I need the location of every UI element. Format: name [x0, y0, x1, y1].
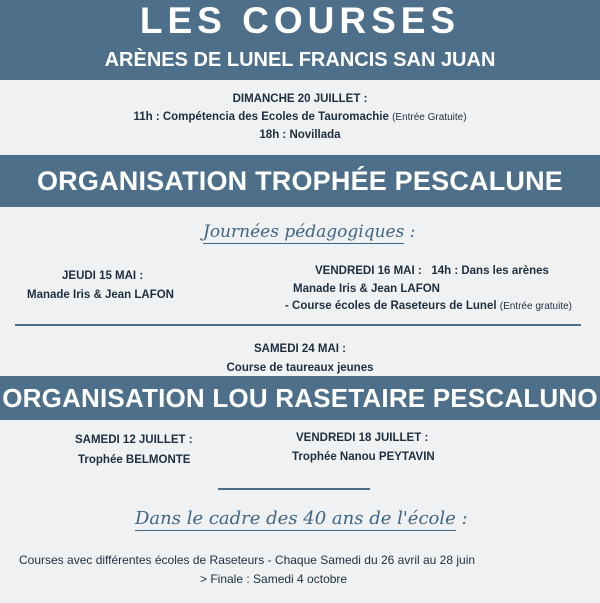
script-heading-anniversaire-text: Dans le cadre des 40 ans de l'école [135, 508, 456, 529]
vendredi-16-time: 14h : Dans les arènes [431, 265, 549, 277]
header-banner [0, 0, 600, 80]
vendredi-16-date: VENDREDI 16 MAI : [315, 265, 422, 277]
section-heading-rasetaire: ORGANISATION LOU RASETAIRE PESCALUNO [2, 383, 598, 413]
vendredi-16-note: (Entrée gratuite) [499, 301, 573, 312]
samedi-24-date: SAMEDI 24 MAI : [253, 343, 346, 355]
anniversaire-line1: Courses avec différentes écoles de Raseteurs - Chaque Samedi du 26 avril au 28 juin [19, 553, 476, 567]
arenes-date: DIMANCHE 20 JUILLET : [232, 93, 368, 105]
vendredi-18-line: Trophée Nanou PEYTAVIN [292, 451, 435, 463]
anniversaire-line2: > Finale : Samedi 4 octobre [200, 572, 348, 586]
vendredi-18-date: VENDREDI 18 JUILLET : [296, 432, 429, 444]
section-banner-pescalune [0, 155, 600, 207]
page-subtitle: ARÈNES DE LUNEL FRANCIS SAN JUAN [104, 49, 496, 71]
jeudi-date: JEUDI 15 MAI : [62, 270, 144, 282]
short-divider [218, 488, 370, 490]
script-heading-journees [203, 222, 415, 242]
script-heading-journees-text: Journées pédagogiques [203, 222, 405, 242]
section-banner-rasetaire [0, 376, 600, 420]
vendredi-16-header [315, 265, 549, 277]
divider [15, 324, 581, 326]
script-heading-anniversaire [135, 508, 468, 529]
arenes-line1-note: (Entrée Gratuite) [392, 112, 467, 123]
jeudi-line: Manade Iris & Jean LAFON [27, 289, 174, 301]
vendredi-16-line2 [285, 300, 572, 312]
samedi-12-date: SAMEDI 12 JUILLET : [75, 434, 193, 446]
samedi-24-line: Course de taureaux jeunes [226, 362, 374, 374]
arenes-line1 [0, 111, 600, 123]
samedi-12-line: Trophée BELMONTE [78, 454, 191, 466]
script-heading-anniversaire-colon: : [455, 508, 468, 529]
script-heading-journees-colon: : [404, 222, 416, 242]
arenes-line2: 18h : Novillada [259, 129, 341, 141]
section-heading-pescalune: ORGANISATION TROPHÉE PESCALUNE [36, 166, 564, 196]
page-title: LES COURSES [139, 0, 461, 41]
vendredi-16-course: - Course écoles de Raseteurs de Lunel [285, 300, 497, 312]
arenes-line1-main: 11h : Compétencia des Ecoles de Tauromachie [133, 111, 389, 123]
vendredi-16-line1: Manade Iris & Jean LAFON [293, 283, 440, 295]
